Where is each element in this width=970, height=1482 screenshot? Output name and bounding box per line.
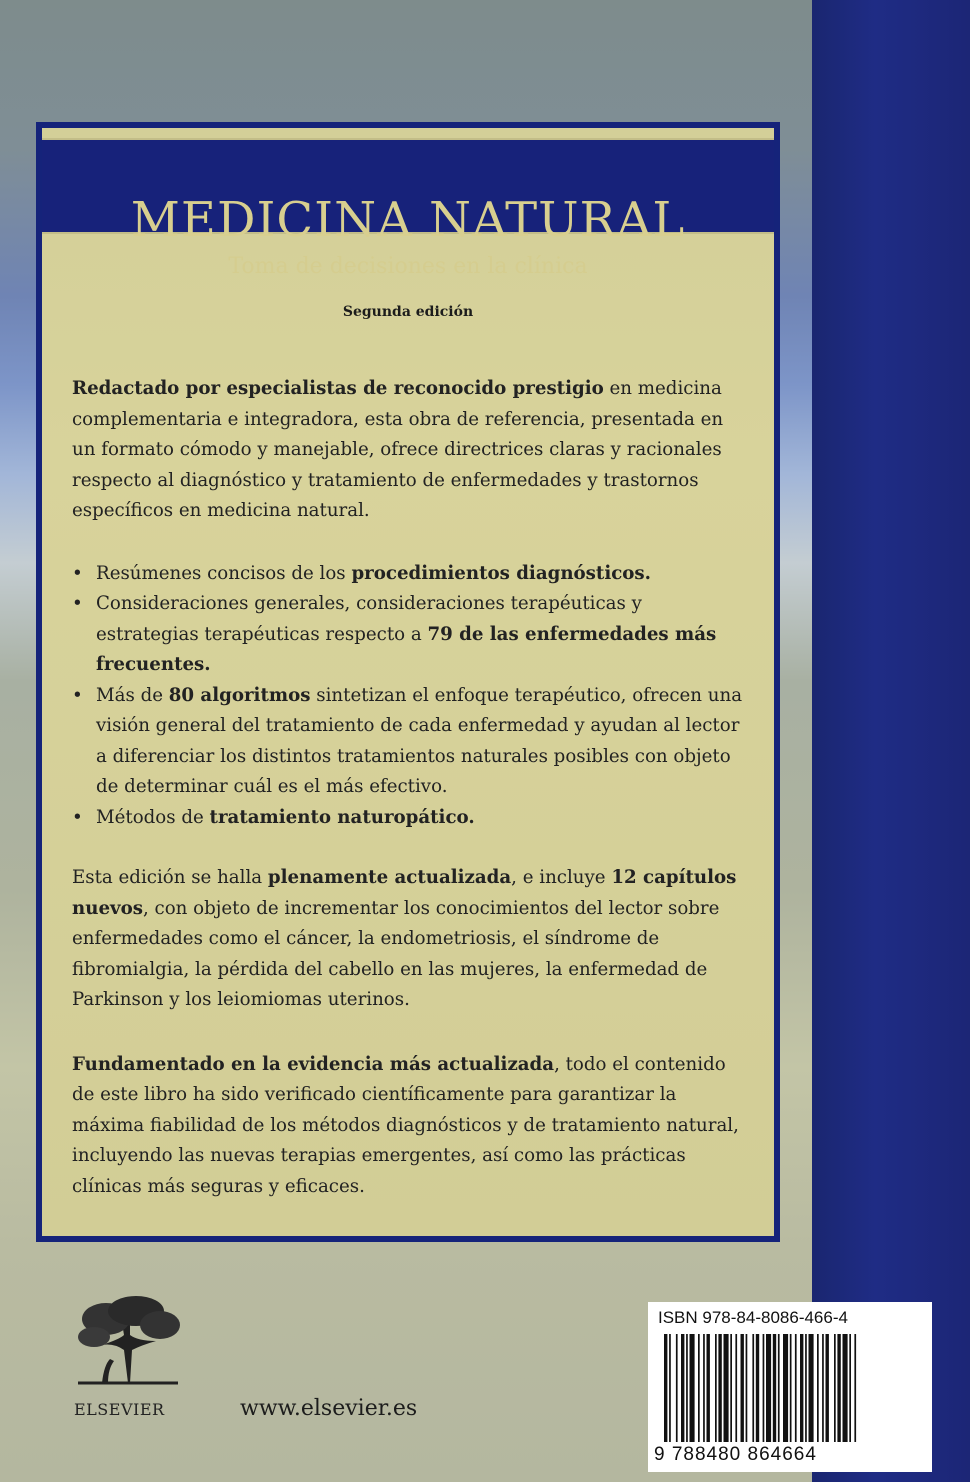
barcode-bar (822, 1334, 824, 1442)
barcode-bar (854, 1334, 856, 1442)
barcode-digits: 9 788480 864664 (654, 1444, 817, 1465)
barcode-bar (790, 1334, 792, 1442)
list-item-text: Más de (96, 684, 169, 706)
evidence-bold: Fundamentado en la evidencia más actualizada (72, 1053, 555, 1075)
barcode-bar (817, 1334, 819, 1442)
text-panel-inner (42, 128, 774, 1236)
list-item-text: Consideraciones generales, consideraciones terapéuticas y estrategias terapéuticas respecto a (96, 593, 642, 645)
barcode-bar (800, 1334, 803, 1442)
edition-bold: plenamente actualizada (267, 867, 512, 888)
book-spine-band (812, 0, 970, 1482)
list-item-bold: 80 algoritmos (168, 684, 311, 706)
list-item-text: sintetizan el enfoque terapéutico, ofrecen una visión general del tratamiento de cada enfermedad y ayudan al lector a diferenciar los distintos tratamientos naturales posibles con objeto de determinar cuál es el más efectivo. (96, 684, 743, 797)
barcode-bar (715, 1334, 717, 1442)
edition-bold: 12 capítulos nuevos (72, 867, 737, 919)
barcode-bar (698, 1334, 700, 1442)
list-item (72, 559, 744, 590)
list-item (72, 589, 744, 681)
book-title: MEDICINA NATURAL (130, 192, 686, 248)
tree-logo-icon (74, 1295, 182, 1387)
evidence-rest: , todo el contenido de este libro ha sido verificado científicamente para garantizar la máxima fiabilidad de los métodos diagnósticos y de tratamiento natural, incluyendo las nuevas terapias emergentes, así como las prácticas clínicas más seguras y eficaces. (72, 1053, 739, 1197)
intro-bold: Redactado por especialistas de reconocido prestigio (72, 378, 604, 399)
barcode-bar (690, 1334, 695, 1442)
barcode-bar (837, 1334, 840, 1442)
publisher-name: ELSEVIER (74, 1400, 165, 1419)
barcode-bar (707, 1334, 710, 1442)
barcode-bar (756, 1334, 759, 1442)
barcode-bar (686, 1334, 688, 1442)
barcode-bar (676, 1334, 678, 1442)
barcode-bar (834, 1334, 836, 1442)
publisher-url: www.elsevier.es (240, 1396, 418, 1421)
book-subtitle: Toma de decisiones en la clínica (228, 254, 588, 279)
barcode-bar (681, 1334, 684, 1442)
list-item-bold: procedimientos diagnósticos. (351, 562, 651, 584)
feature-list (72, 559, 744, 834)
isbn-label: ISBN 978-84-8086-466-4 (658, 1308, 848, 1327)
evidence-paragraph (72, 1050, 744, 1203)
barcode-bar (849, 1334, 851, 1442)
barcode-bar (809, 1334, 814, 1442)
edition-paragraph (72, 863, 744, 1016)
barcode-bar (752, 1334, 754, 1442)
edition-text: , con objeto de incrementar los conocimientos del lector sobre enfermedades como el cáncer, la endometriosis, el síndrome de fibromialgia, la pérdida del cabello en las mujeres, la enfermedad de Parkinson y los leiomiomas uterinos. (72, 897, 720, 1010)
barcode-bar (703, 1334, 705, 1442)
barcode-bar (766, 1334, 771, 1442)
barcode-bar (746, 1334, 748, 1442)
barcode-bar (730, 1334, 732, 1442)
list-item (72, 681, 744, 803)
barcode-bar (664, 1334, 667, 1442)
barcode-bar (773, 1334, 776, 1442)
edition-text: , e incluye (511, 867, 612, 888)
edition-text: Esta edición se halla (72, 867, 268, 888)
intro-rest: en medicina complementaria e integradora, esta obra de referencia, presentada en un formato cómodo y manejable, ofrece directrices claras y racionales respecto al diagnóstico y tratamiento de enfermedades y trastornos específicos en medicina natural. (72, 378, 724, 521)
barcode-bar (778, 1334, 780, 1442)
barcode-bar (763, 1334, 765, 1442)
isbn-barcode-box (648, 1302, 932, 1472)
list-item-bold: 79 de las enfermedades más frecuentes. (96, 623, 717, 675)
barcode-bar (826, 1334, 829, 1442)
barcode-bar (741, 1334, 744, 1442)
barcode-bar (669, 1334, 671, 1442)
barcode-bar (795, 1334, 797, 1442)
barcode-bar (724, 1334, 729, 1442)
intro-paragraph (72, 374, 744, 527)
barcode-bar (783, 1334, 788, 1442)
text-panel (36, 122, 780, 1242)
list-item-text: Resúmenes concisos de los (96, 562, 352, 584)
edition-label: Segunda edición (342, 304, 474, 320)
barcode-icon (664, 1334, 916, 1442)
blurb (72, 374, 744, 1202)
list-item (72, 803, 744, 834)
barcode-bar (735, 1334, 737, 1442)
barcode-bar (805, 1334, 807, 1442)
list-item-text: Métodos de (96, 806, 210, 828)
barcode-bar (718, 1334, 721, 1442)
barcode-bar (843, 1334, 848, 1442)
list-item-bold: tratamiento naturopático. (209, 806, 475, 828)
